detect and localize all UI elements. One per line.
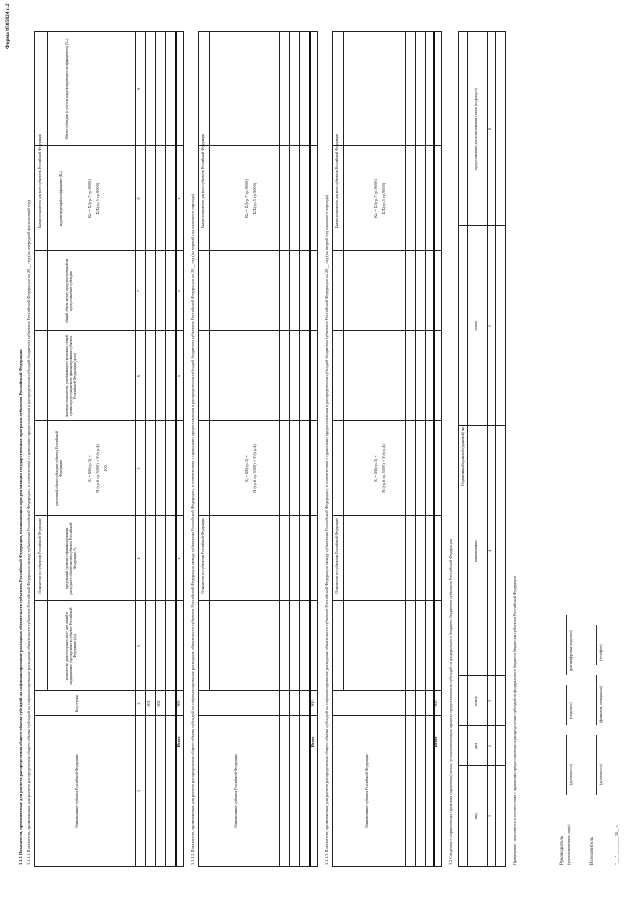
s4-num-4: 4	[487, 550, 492, 552]
s4-group: Нормативный правовой (правовой) акт	[461, 426, 465, 486]
s4-num-5: 5	[487, 325, 492, 327]
col-c: расчетный объем субсидии субъекту Российской Федерации	[55, 431, 64, 506]
total-label: Итого	[176, 736, 181, 748]
s4-num-6: 6	[487, 128, 492, 130]
formula-c3: 100	[103, 465, 108, 472]
formula-c1: Sᵢ = M/(гр.3) ×	[244, 455, 249, 482]
col-g: Объем субсидии (с учетом корректирующего коэффициента) (Vₙ)	[65, 38, 69, 140]
s4-col-provision: предоставление для ассигнования статьи (подраздел)	[474, 88, 478, 170]
exec-position-label: (должность)	[598, 764, 603, 785]
col-region: Наименование субъекта Российской Федерации	[75, 754, 79, 828]
fio-line	[596, 675, 597, 725]
phone-label: (телефон)	[598, 644, 603, 661]
s4-col-date: дата	[474, 742, 478, 750]
num-5: 5	[136, 467, 141, 470]
total-label: Итого	[433, 736, 438, 748]
x-mark: x	[176, 197, 181, 200]
row-code-002: 002	[156, 700, 161, 707]
formula-f1: Kₙ = Σ/(гр.7 гр.9000)	[244, 179, 249, 218]
section4-table	[458, 31, 506, 867]
position-label: (должность)	[568, 764, 573, 785]
fio-label: (фамилия, инициалы)	[598, 686, 603, 723]
head-sub: (уполномоченное лицо)	[566, 824, 571, 865]
s4-num-1: 1	[487, 815, 492, 817]
col-d: значение показателя, учитывающего величину общей суммы предоставляемого финансирования субъекта Российской Федерации (доля)	[65, 335, 78, 418]
exec-position-line	[596, 735, 597, 795]
section2-title: 3.1.1.2 Показатели, применяемые для расчета распределения общего объема субсидий на софинансирование расходных обязательств субъектов Российской Федерации между субъектами Российской Федерации, в соответствии с правилами предоставления и распределения субсидий бюджетам субъектов Российской Федерации на 20__ год (на первый год планового периода)	[190, 193, 195, 865]
position-line	[566, 735, 567, 795]
formula-c2: N (гр.6 гр.3000) × Y/(гр.4)	[381, 444, 386, 493]
s4-num-2: 2	[487, 745, 492, 747]
col-region: Наименование субъекта Российской Федерации	[365, 754, 369, 828]
decode-line	[566, 615, 567, 675]
row-code-001: 001	[146, 700, 151, 707]
exec-label: Исполнитель	[590, 837, 595, 865]
section1-table	[34, 31, 184, 867]
formula-c1: Sᵢ = M/(гр.3) ×	[87, 455, 92, 482]
num-1: 1	[136, 790, 141, 792]
s4-col-kind: вид	[474, 813, 478, 819]
signature-label: (подпись)	[568, 702, 573, 719]
num-6: 6	[136, 375, 141, 377]
num-3: 3	[136, 645, 141, 647]
formula-c2: N (гр.6 гр.3000) × Y/(гр.4)	[95, 444, 100, 493]
s4-col-number: номер	[474, 696, 478, 706]
col-f: корректирующий коэффициент (Кₙ)	[59, 170, 63, 227]
formula-f1: Kₙ = Σ/(гр.7 гр.9000)	[87, 179, 92, 218]
num-7: 7	[136, 290, 141, 292]
decode-label: (расшифровка подписи)	[568, 630, 573, 671]
total-code: 900	[176, 700, 181, 707]
formula-f2: Σ/Σ(гр.5 гр.9000)	[95, 182, 100, 215]
formula-f1: Kₙ = Σ/(гр.7 гр.9000)	[373, 179, 378, 218]
main-heading: 3.1.1 Показатели, применяемые для расчета распределения общего объема субсидий на софинансирование расходных обязательств субъектов Российской Федерации, возникающих при реализации государственных программ субъектов Российской Федерации	[18, 349, 23, 865]
formula-c2: N (гр.6 гр.3000) × Y/(гр.4)	[252, 444, 257, 493]
col-a: количество диспетчерских мест для линий в медицинских учреждениях в субъекте Российской Федерации (ед)	[65, 607, 78, 685]
col-e: общий объем затрат, предусмотренный на предоставление субсидии	[65, 258, 74, 324]
formula-c1: Sᵢ = M/(гр.3) ×	[373, 455, 378, 482]
phone-line	[596, 625, 597, 665]
col-b: предельный уровень софинансирования расходного обязательства субъекта Российской Федерации, %	[65, 522, 78, 595]
total-code: 900	[433, 700, 438, 707]
head-label: Руководитель	[560, 835, 565, 865]
num-8: 8	[136, 197, 141, 200]
num-4: 4	[136, 557, 141, 560]
s4-col-article: статья	[474, 321, 478, 331]
x-mark: x	[176, 375, 181, 377]
total-code: 900	[310, 700, 315, 707]
footnote: Примечание: заполняется в соответствии с правилами предоставления и распределения субсидий из федерального бюджета бюджетам субъектов Российской Федерации	[512, 576, 517, 865]
col-code: Код строки	[75, 694, 79, 713]
s4-num-3: 3	[487, 700, 492, 702]
col-group2: Баланс показателя для всех субъектов Российской Федерации	[201, 133, 205, 229]
col-group1: Показатели по субъектам Российской Федерации	[335, 518, 339, 594]
section3-table	[332, 31, 442, 867]
section1-title: 3.1.1.1 Показатели, применяемые для расчета распределения общего объема субсидий на софинансирование расходных обязательств субъектов Российской Федерации между субъектами Российской Федерации, в соответствии с правилами предоставления и распределения субсидий бюджетам субъектов Российской Федерации на 20__ год (на очередной финансовый год)	[26, 200, 31, 865]
form-id: Форма 0505824 с.2	[5, 3, 11, 49]
col-region: Наименование субъекта Российской Федерации	[234, 754, 238, 828]
col-group1: Показатели по субъектам Российской Федерации	[38, 518, 42, 594]
x-mark: x	[176, 290, 181, 292]
col-group2: Баланс показателя для всех субъектов Российской Федерации	[335, 133, 339, 229]
num-2: 2	[136, 702, 141, 705]
date-line: "___" _________ 20__ г.	[614, 824, 619, 865]
signature-line	[566, 685, 567, 725]
formula-f2: Σ/Σ(гр.5 гр.9000)	[381, 182, 386, 215]
section4-title: 3.2 Сведения о нормативных правовых (правовых) актах, устанавливающих правила предоставления субсидий из федерального бюджета бюджетам субъектов Российской Федерации	[448, 538, 453, 865]
col-group2: Баланс показателя для всех субъектов Российской Федерации	[38, 133, 42, 229]
section2-table	[198, 31, 318, 867]
total-label: Итого	[310, 736, 315, 748]
x-mark: x	[176, 557, 181, 560]
num-9: 9	[136, 88, 141, 90]
col-group1: Показатели по субъектам Российской Федерации	[201, 518, 205, 594]
s4-col-name: наименование	[474, 540, 478, 562]
section3-title: 3.1.1.3 Показатели, применяемые для расчета распределения общего объема субсидий на софинансирование расходных обязательств субъектов Российской Федерации между субъектами Российской Федерации, в соответствии с правилами предоставления и распределения субсидий бюджетам субъектов Российской Федерации на 20__ год (на второй год планового периода)	[324, 195, 329, 865]
formula-f2: Σ/Σ(гр.5 гр.9000)	[252, 182, 257, 215]
